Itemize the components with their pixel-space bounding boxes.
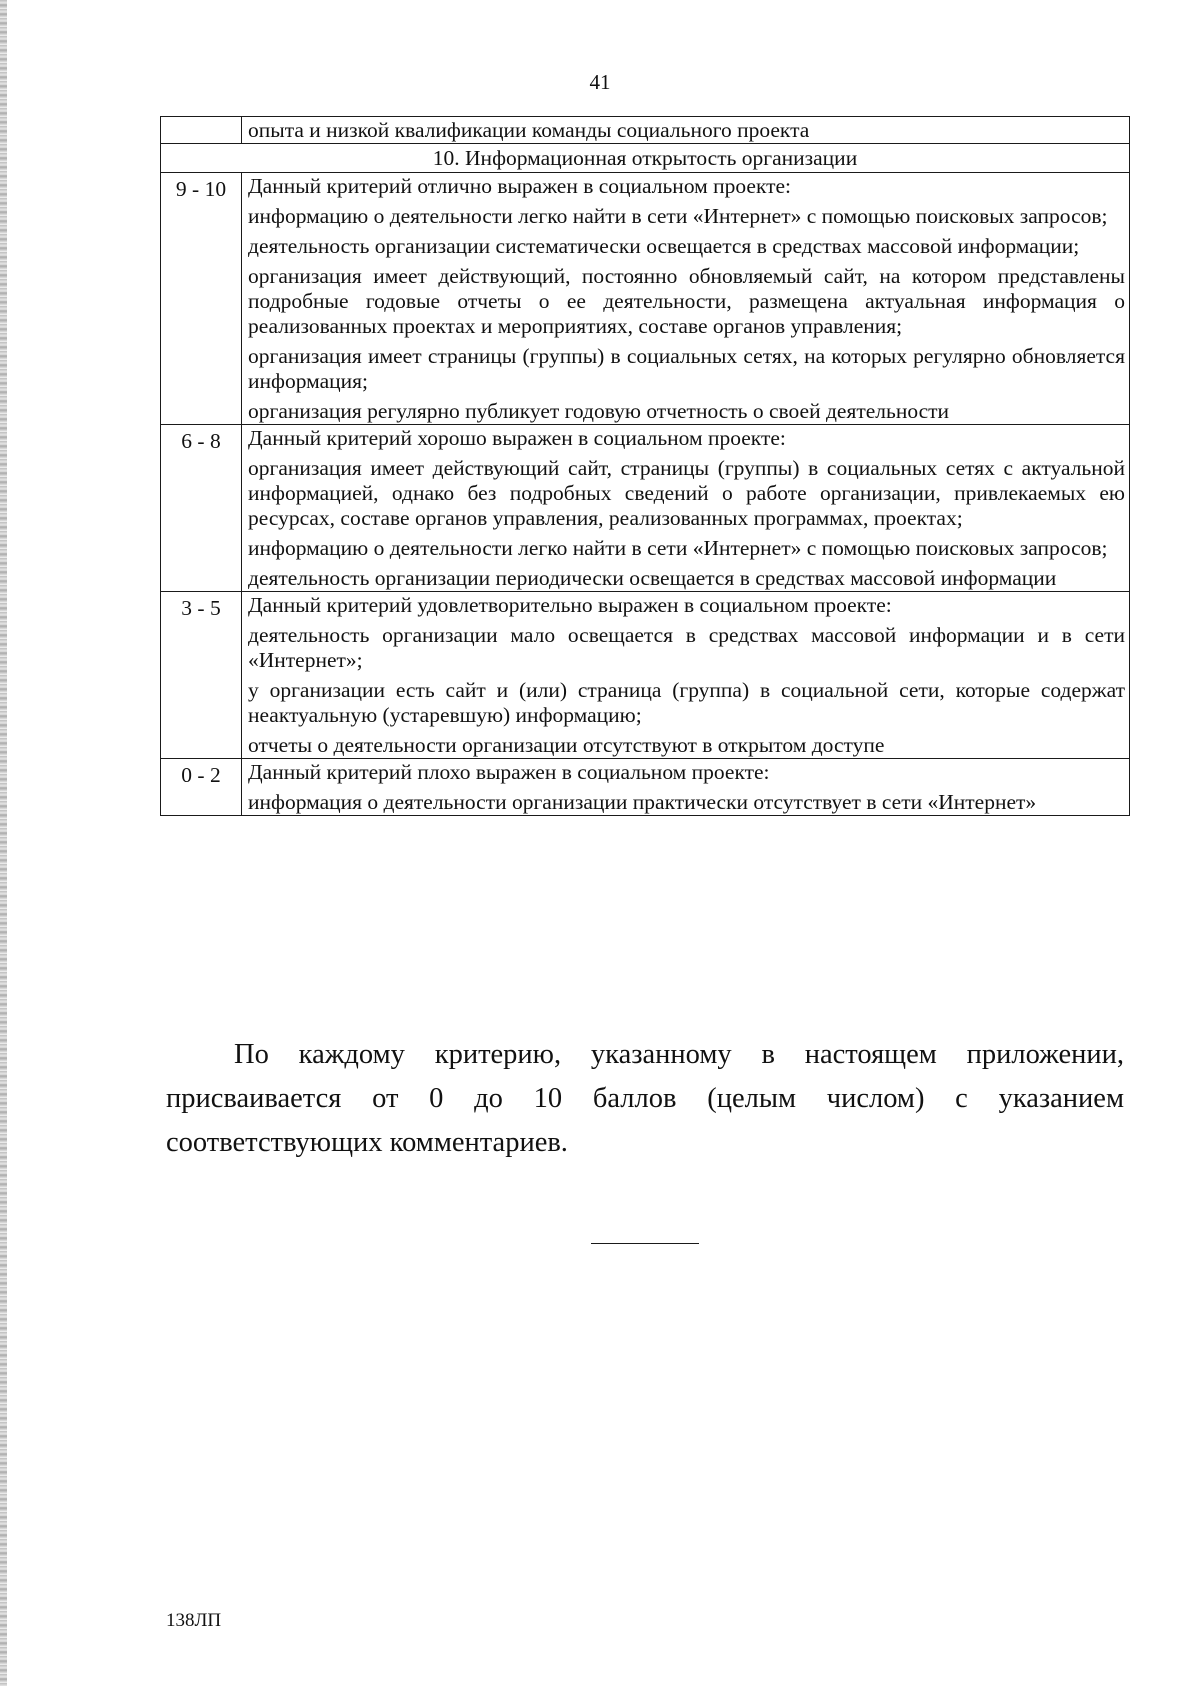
scan-edge — [0, 0, 7, 1686]
continuation-text — [242, 117, 1130, 144]
description-cell — [242, 592, 1130, 759]
score-cell: 3 - 5 — [161, 592, 242, 759]
paragraph: отчеты о деятельности организации отсутствуют в открытом доступе — [248, 733, 885, 757]
score-cell: 9 - 10 — [161, 173, 242, 425]
paragraph: деятельность организации мало освещается в средствах массовой информации и в сети «Интернет»; — [248, 623, 1125, 672]
paragraph: Данный критерий удовлетворительно выражен в социальном проекте: — [248, 593, 892, 617]
paragraph: Данный критерий отлично выражен в социальном проекте: — [248, 174, 792, 198]
table-row — [161, 592, 1130, 759]
score-cell: 6 - 8 — [161, 425, 242, 592]
table-row — [161, 173, 1130, 425]
paragraph: деятельность организации систематически освещается в средствах массовой информации; — [248, 234, 1080, 258]
paragraph: Данный критерий плохо выражен в социальном проекте: — [248, 760, 770, 784]
paragraph: информация о деятельности организации практически отсутствует в сети «Интернет» — [248, 790, 1037, 814]
section-title: 10. Информационная открытость организации — [161, 144, 1130, 173]
table-row — [161, 759, 1130, 816]
paragraph: организация регулярно публикует годовую отчетность о своей деятельности — [248, 399, 950, 423]
table-row — [161, 425, 1130, 592]
paragraph: организация имеет действующий сайт, страницы (группы) в социальных сетях с актуальной информацией, однако без подробных сведений о работе организации, привлекаемых ею ресурсах, составе органов управления, реализованных программах, проектах; — [248, 456, 1125, 530]
paragraph: деятельность организации периодически освещается в средствах массовой информации — [248, 566, 1057, 590]
table-row-continuation — [161, 117, 1130, 144]
paragraph: Данный критерий хорошо выражен в социальном проекте: — [248, 426, 786, 450]
end-rule — [591, 1243, 699, 1244]
paragraph: опыта и низкой квалификации команды социального проекта — [248, 118, 810, 142]
score-cell: 0 - 2 — [161, 759, 242, 816]
score-cell — [161, 117, 242, 144]
paragraph: информацию о деятельности легко найти в сети «Интернет» с помощью поисковых запросов; — [248, 536, 1108, 560]
closing-paragraph: По каждому критерию, указанному в настоящем приложении, присваивается от 0 до 10 баллов (целым числом) с указанием соответствующих комментариев. — [166, 1039, 1124, 1158]
paragraph: у организации есть сайт и (или) страница (группа) в социальной сети, которые содержат неактуальную (устаревшую) информацию; — [248, 678, 1125, 727]
criteria-table — [160, 116, 1130, 816]
paragraph: организация имеет страницы (группы) в социальных сетях, на которых регулярно обновляется информация; — [248, 344, 1125, 393]
paragraph: информацию о деятельности легко найти в сети «Интернет» с помощью поисковых запросов; — [248, 204, 1108, 228]
table-section-header — [161, 144, 1130, 173]
description-cell — [242, 759, 1130, 816]
document-code: 138ЛП — [166, 1610, 222, 1631]
description-cell — [242, 173, 1130, 425]
page-number: 41 — [589, 70, 611, 94]
description-cell — [242, 425, 1130, 592]
paragraph: организация имеет действующий, постоянно обновляемый сайт, на котором представлены подробные годовые отчеты о ее деятельности, размещена актуальная информация о реализованных проектах и мероприятиях, составе органов управления; — [248, 264, 1125, 338]
